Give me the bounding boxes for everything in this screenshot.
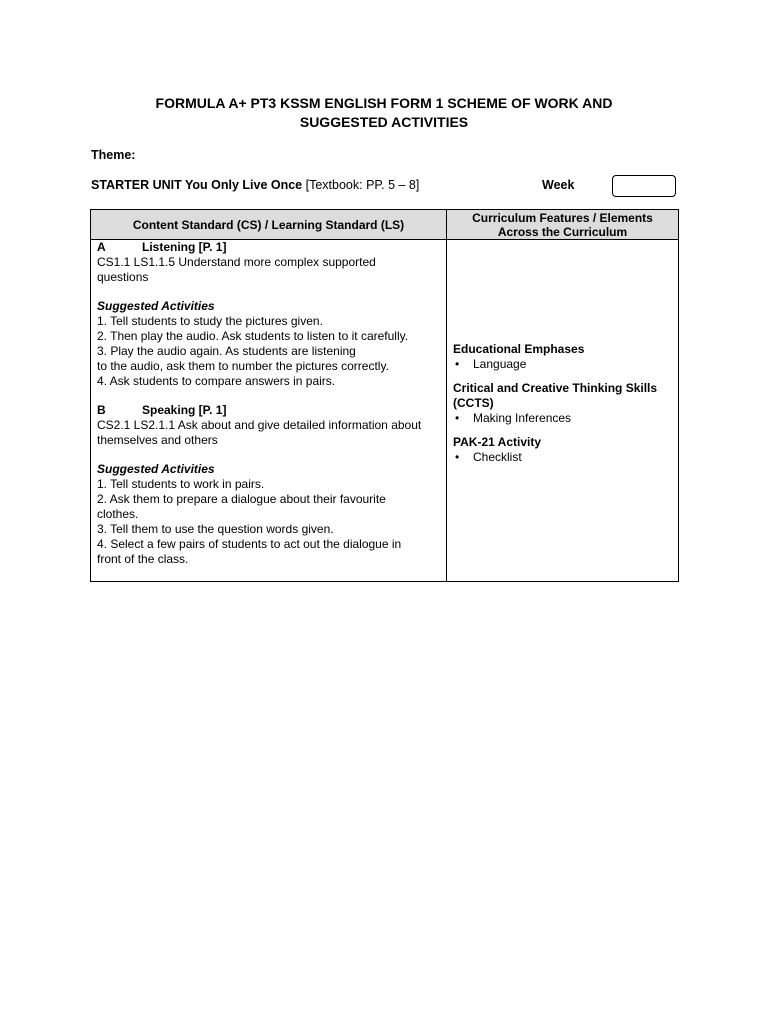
feature-bullet-item bbox=[453, 450, 672, 465]
activity-line: front of the class. bbox=[97, 552, 189, 566]
activity-line: 4. Ask students to compare answers in pairs. bbox=[97, 374, 336, 388]
unit-textbook-ref: [Textbook: PP. 5 – 8] bbox=[305, 178, 420, 192]
activities-title: Suggested Activities bbox=[97, 299, 215, 313]
bullet-glyph: • bbox=[455, 357, 460, 371]
title-line-1: FORMULA A+ PT3 KSSM ENGLISH FORM 1 SCHEME OF WORK AND bbox=[155, 95, 613, 111]
table-header-row bbox=[91, 210, 679, 240]
activity-line: 3. Tell them to use the question words given. bbox=[97, 522, 334, 536]
section-heading bbox=[97, 240, 440, 255]
activity-line: 1. Tell students to work in pairs. bbox=[97, 477, 265, 491]
standard-line: CS2.1 LS2.1.1 Ask about and give detailed information about bbox=[97, 418, 422, 432]
activity-line: 4. Select a few pairs of students to act out the dialogue in bbox=[97, 537, 402, 551]
bullet-glyph: • bbox=[455, 450, 460, 464]
feature-bullet-item bbox=[453, 357, 672, 372]
header-curriculum-line-1: Curriculum Features / Elements bbox=[472, 210, 653, 225]
feature-heading: Critical and Creative Thinking Skills bbox=[453, 381, 658, 395]
header-curriculum-features bbox=[447, 210, 679, 240]
feature-bullet-item bbox=[453, 411, 672, 426]
activity-line: 2. Then play the audio. Ask students to listen to it carefully. bbox=[97, 329, 409, 343]
feature-item-text: Language bbox=[473, 357, 527, 371]
feature-item-text: Checklist bbox=[473, 450, 522, 464]
activity-line: 2. Ask them to prepare a dialogue about their favourite bbox=[97, 492, 386, 506]
feature-heading: (CCTS) bbox=[453, 396, 494, 410]
unit-name: STARTER UNIT You Only Live Once bbox=[91, 178, 303, 192]
activities-title: Suggested Activities bbox=[97, 462, 215, 476]
header-curriculum-line-2: Across the Curriculum bbox=[497, 224, 628, 239]
document-title bbox=[90, 94, 678, 132]
feature-block bbox=[453, 381, 672, 426]
title-line-2: SUGGESTED ACTIVITIES bbox=[299, 114, 469, 130]
standard-line: themselves and others bbox=[97, 433, 218, 447]
week-box bbox=[612, 175, 676, 197]
scheme-of-work-table bbox=[90, 209, 679, 582]
section-letter: A bbox=[97, 240, 106, 254]
standards-cell bbox=[91, 240, 447, 582]
bullet-glyph: • bbox=[455, 411, 460, 425]
week-label: Week bbox=[542, 178, 575, 192]
standard-line: questions bbox=[97, 270, 149, 284]
section-heading bbox=[97, 403, 440, 418]
theme-label: Theme: bbox=[91, 148, 136, 162]
section-letter: B bbox=[97, 403, 106, 417]
activity-line: 1. Tell students to study the pictures given. bbox=[97, 314, 323, 328]
feature-block bbox=[453, 342, 672, 372]
feature-heading: Educational Emphases bbox=[453, 342, 585, 356]
header-content-standard: Content Standard (CS) / Learning Standard (LS) bbox=[91, 210, 447, 240]
table-row bbox=[91, 240, 679, 582]
curriculum-features-cell bbox=[447, 240, 679, 582]
activity-line: clothes. bbox=[97, 507, 139, 521]
activity-line: 3. Play the audio again. As students are listening bbox=[97, 344, 356, 358]
standard-line: CS1.1 LS1.1.5 Understand more complex supported bbox=[97, 255, 376, 269]
feature-block bbox=[453, 435, 672, 465]
feature-item-text: Making Inferences bbox=[473, 411, 572, 425]
feature-heading: PAK-21 Activity bbox=[453, 435, 542, 449]
section-title: Listening [P. 1] bbox=[142, 240, 227, 254]
unit-line bbox=[91, 178, 419, 192]
section-title: Speaking [P. 1] bbox=[142, 403, 227, 417]
activity-line: to the audio, ask them to number the pictures correctly. bbox=[97, 359, 389, 373]
